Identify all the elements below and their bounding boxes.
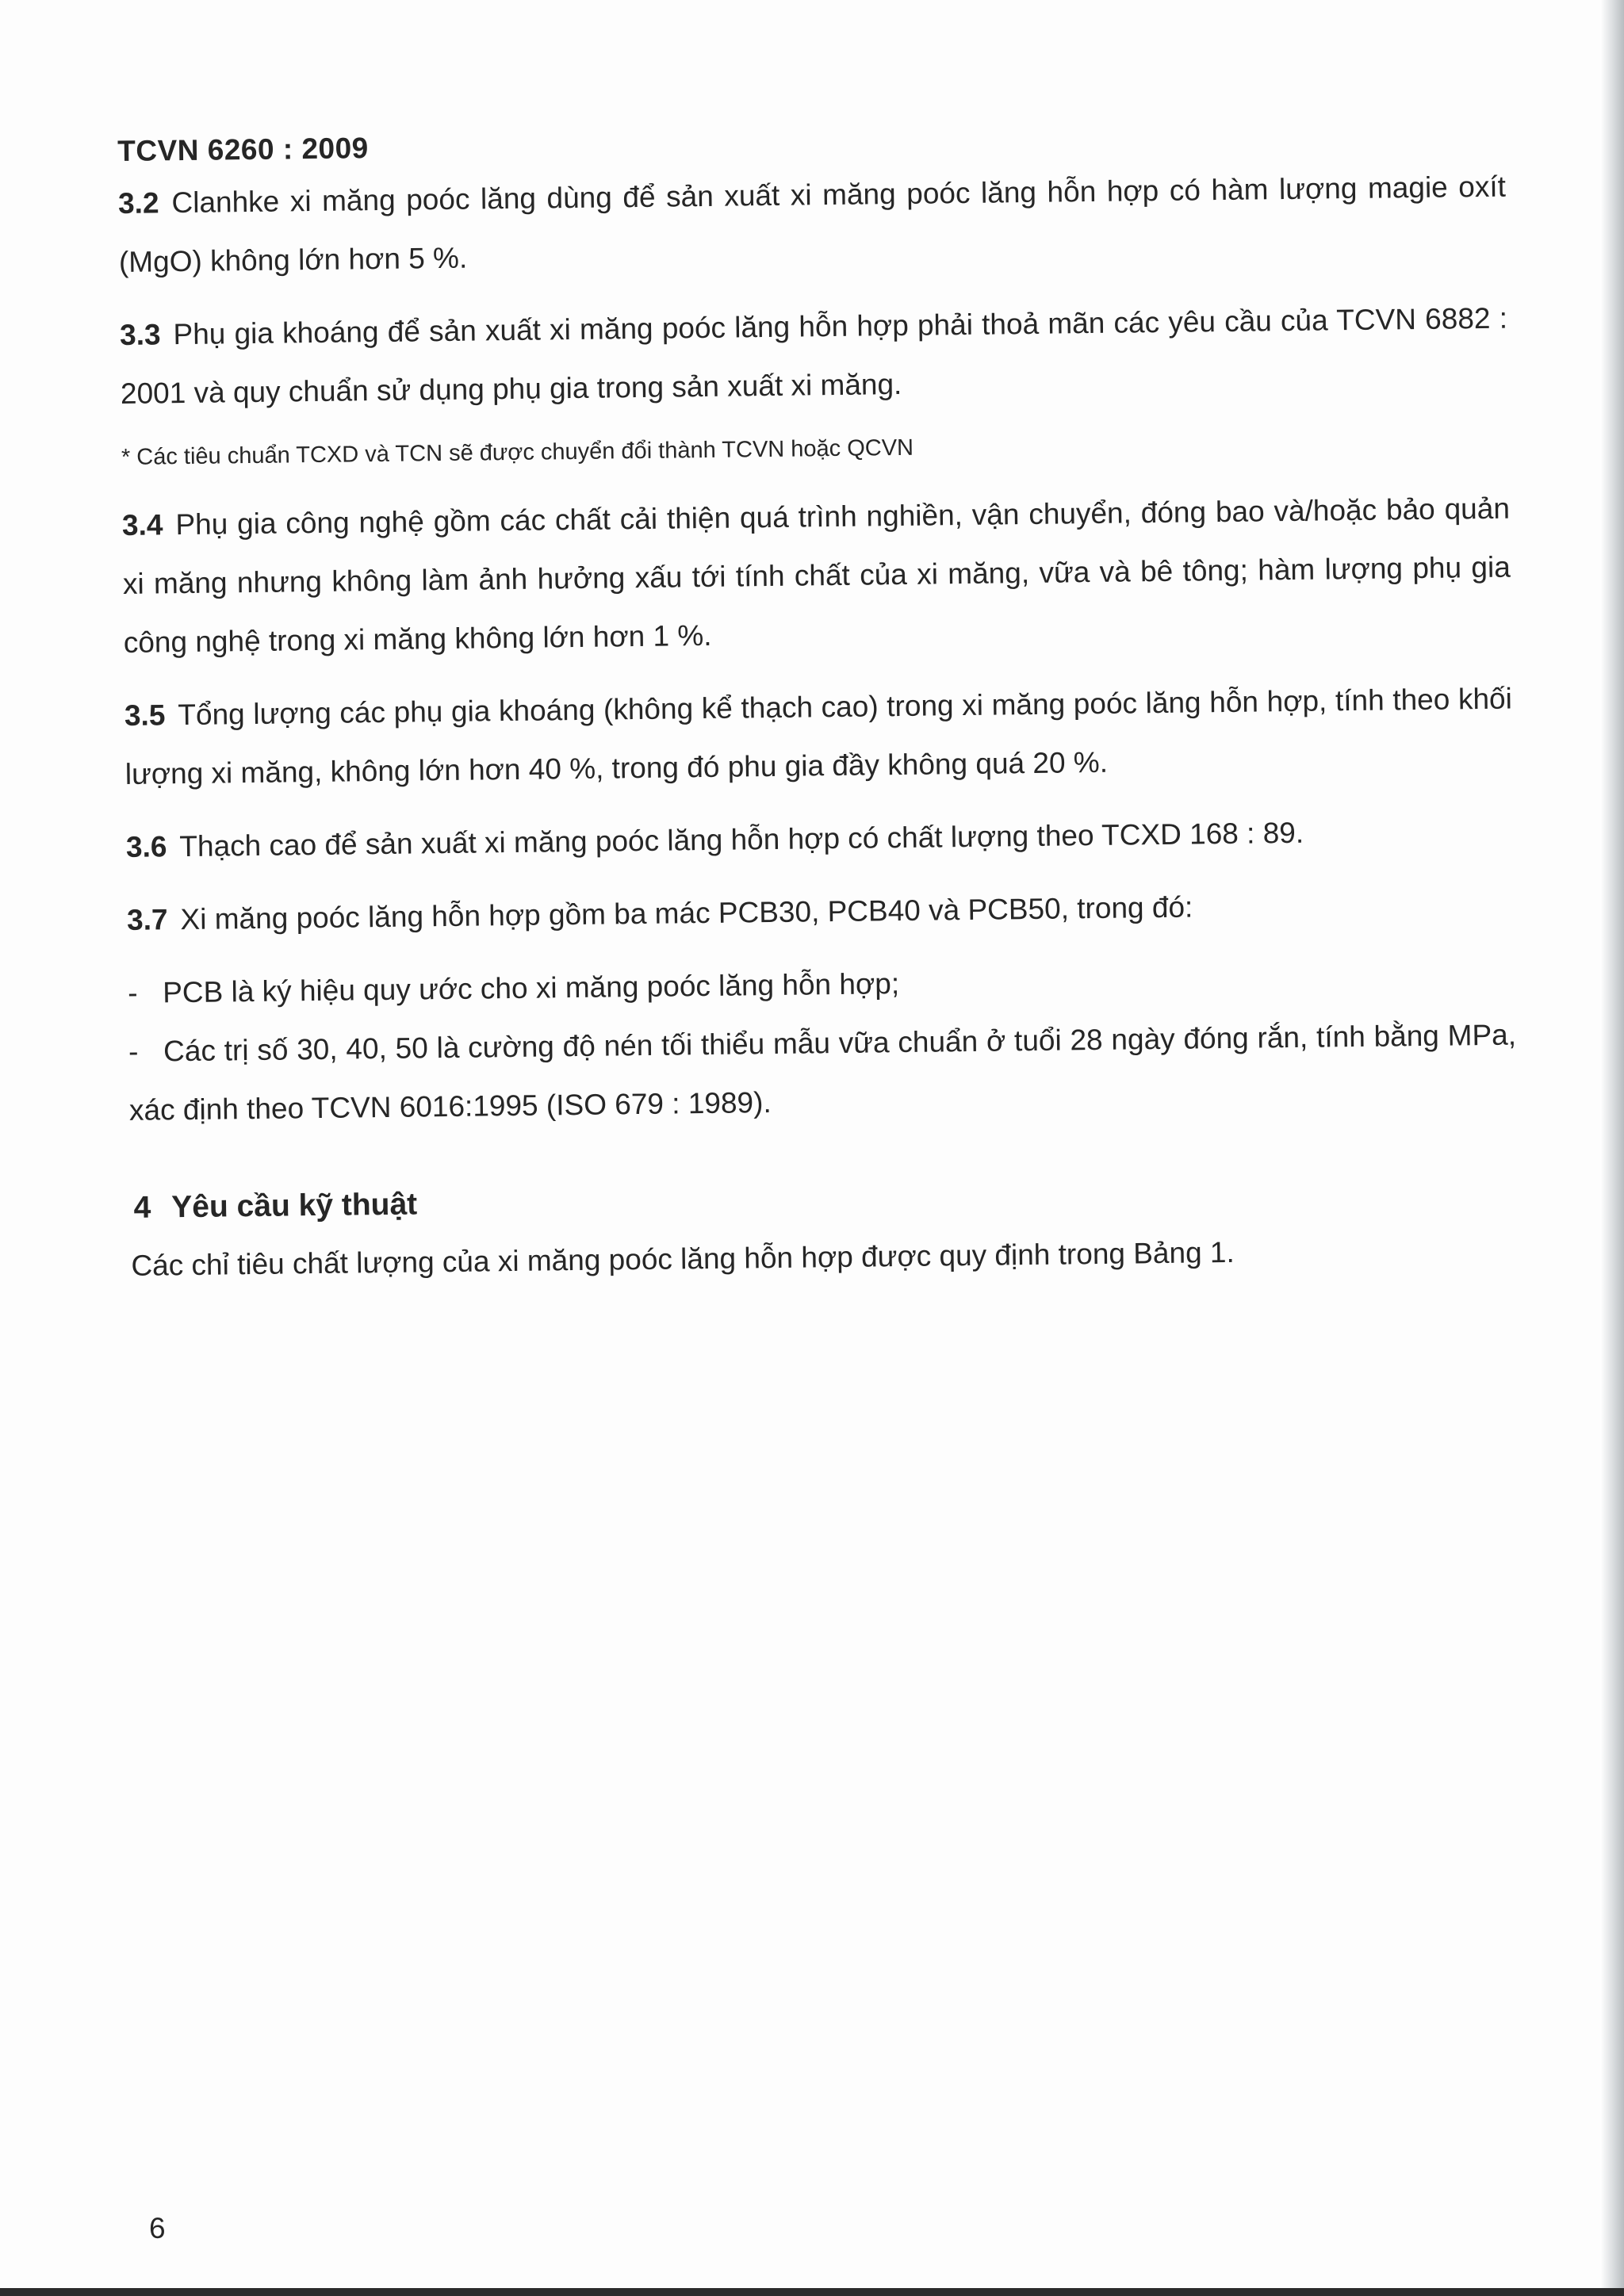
page-number: 6	[149, 2212, 166, 2244]
clause-3-5	[124, 670, 1514, 804]
clause-number: 3.2	[117, 186, 159, 220]
section-number: 4	[133, 1190, 151, 1225]
list-item-text: Các trị số 30, 40, 50 là cường độ nén tối thiểu mẫu vữa chuẩn ở tuổi 28 ngày đóng rắn, tính bằng MPa, xác định theo TCVN 6016:1995 (ISO 679 : 1989).	[128, 1018, 1517, 1127]
clause-text: Xi măng poóc lăng hỗn hợp gồm ba mác PCB30, PCB40 và PCB50, trong đó:	[180, 890, 1193, 936]
clause-3-7	[127, 874, 1515, 950]
section-title-text: Yêu cầu kỹ thuật	[170, 1187, 418, 1225]
clause-3-6	[126, 802, 1515, 877]
clause-text: Clanhke xi măng poóc lăng dùng để sản xuất xi măng poóc lăng hỗn hợp có hàm lượng magie oxít (MgO) không lớn hơn 5 %.	[118, 170, 1507, 278]
clause-number: 3.3	[119, 318, 161, 351]
list-dash: -	[128, 1035, 139, 1068]
page-edge-shadow	[1600, 0, 1624, 2296]
list-dash: -	[127, 976, 138, 1009]
clause-number: 3.5	[124, 698, 166, 732]
clause-3-3	[120, 289, 1509, 423]
clause-text: Tổng lượng các phụ gia khoáng (không kể thạch cao) trong xi măng poóc lăng hỗn hợp, tính theo khối lượng xi măng, không lớn hơn 40 %, trong đó phu gia đầy không quá 20 %.	[124, 682, 1513, 790]
clause-number: 3.4	[121, 508, 163, 541]
clause-number: 3.6	[125, 830, 167, 863]
clause-number: 3.7	[126, 903, 168, 936]
clause-text: Thạch cao để sản xuất xi măng poóc lăng hỗn hợp có chất lượng theo TCXD 168 : 89.	[179, 816, 1304, 863]
list-item-text: PCB là ký hiệu quy ước cho xi măng poóc lăng hỗn hợp;	[162, 967, 900, 1009]
page-header: TCVN 6260 : 2009	[117, 132, 369, 167]
clause-3-4	[122, 480, 1512, 672]
clause-text: Phụ gia khoáng để sản xuất xi măng poóc lăng hỗn hợp phải thoả mãn các yêu cầu của TCVN 6882 : 2001 và quy chuẩn sử dụng phụ gia trong sản xuất xi măng.	[120, 301, 1508, 410]
section-paragraph: Các chỉ tiêu chất lượng của xi măng poóc lăng hỗn hợp được quy định trong Bảng 1.	[131, 1235, 1235, 1282]
footnote: * Các tiêu chuẩn TCXD và TCN sẽ được chuyển đổi thành TCVN hoặc QCVN	[121, 434, 914, 470]
page-content	[117, 118, 1519, 1295]
clause-text: Phụ gia công nghệ gồm các chất cải thiện quá trình nghiền, vận chuyển, đóng bao và/hoặc bảo quản xi măng nhưng không làm ảnh hưởng xấu tới tính chất của xi măng, vữa và bê tông; hàm lượng phụ gia công nghệ trong xi măng không lớn hơn 1 %.	[122, 492, 1511, 659]
clause-3-2	[118, 158, 1507, 292]
list-item	[128, 1006, 1518, 1140]
scan-bottom-edge	[0, 2288, 1624, 2296]
